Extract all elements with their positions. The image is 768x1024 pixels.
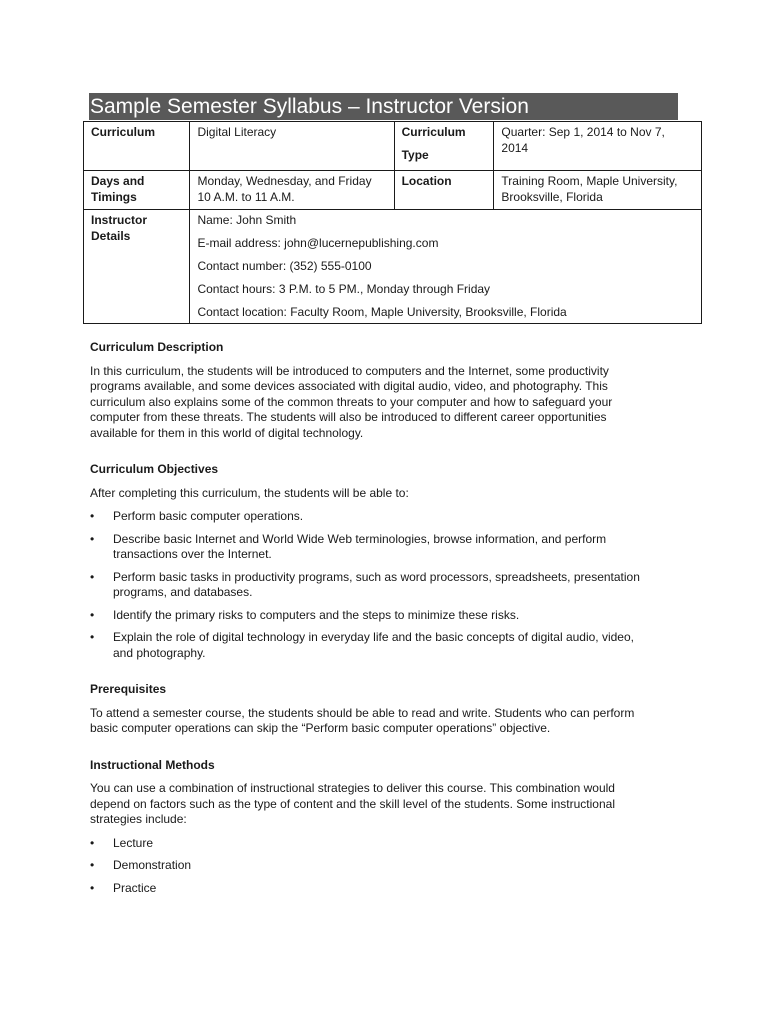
instructor-location: Contact location: Faculty Room, Maple University, Brooksville, Florida (197, 305, 567, 319)
list-item-text: Demonstration (113, 858, 192, 872)
list-item-text: Perform basic tasks in productivity programs, such as word processors, spreadsheets, presentation programs, and databases. (113, 569, 640, 599)
days-value-line2: 10 A.M. to 11 A.M. (197, 190, 295, 204)
list-item (90, 881, 650, 897)
list-item-text: Lecture (113, 835, 154, 850)
objectives-section (90, 462, 650, 661)
table-row (84, 122, 702, 171)
days-value (190, 171, 394, 210)
instructor-hours: Contact hours: 3 P.M. to 5 PM., Monday through Friday (197, 282, 491, 296)
bullet-icon: • (90, 858, 95, 872)
bullet-icon: • (90, 531, 95, 546)
days-value-line1: Monday, Wednesday, and Friday (197, 174, 372, 188)
section-heading: Instructional Methods (90, 757, 215, 772)
quarter-value: Quarter: Sep 1, 2014 to Nov 7, 2014 (494, 122, 702, 171)
list-item (90, 570, 650, 601)
instructor-email: E-mail address: john@lucernepublishing.com (197, 236, 439, 250)
list-item-text: Practice (113, 880, 157, 895)
bullet-icon: • (90, 509, 95, 523)
section-heading: Curriculum Description (90, 340, 224, 354)
bullet-icon: • (90, 630, 95, 644)
syllabus-body (90, 340, 650, 917)
curriculum-value: Digital Literacy (190, 122, 394, 171)
section-heading: Prerequisites (90, 682, 167, 696)
instructor-phone: Contact number: (352) 555-0100 (197, 259, 372, 273)
description-section (90, 340, 650, 441)
prerequisites-text: To attend a semester course, the students should be able to read and write. Students who can perform basic computer operations can skip the “Perform basic computer operations” objective. (90, 705, 635, 735)
objectives-intro: After completing this curriculum, the students will be able to: (90, 485, 409, 500)
section-heading: Curriculum Objectives (90, 462, 219, 476)
curriculum-type-label-line1: Curriculum (401, 125, 466, 139)
methods-list (90, 836, 650, 897)
list-item (90, 608, 650, 624)
methods-intro: You can use a combination of instructional strategies to deliver this course. This combination would depend on factors such as the type of content and the skill level of the students. Some instructional strategies include: (90, 781, 615, 826)
instructor-details (190, 210, 702, 324)
list-item-text: Identify the primary risks to computers and the steps to minimize these risks. (113, 607, 520, 622)
list-item-text: Perform basic computer operations. (113, 509, 304, 523)
days-label: Days and Timings (84, 171, 190, 210)
document-title: Sample Semester Syllabus – Instructor Version (89, 93, 678, 120)
list-item-text: Describe basic Internet and World Wide Web terminologies, browse information, and perform transactions over the Internet. (113, 531, 607, 561)
location-label: Location (394, 171, 494, 210)
instructor-label: Instructor Details (84, 210, 190, 324)
curriculum-label: Curriculum (84, 122, 190, 171)
list-item-text: Explain the role of digital technology in everyday life and the basic concepts of digital audio, video, and photography. (113, 630, 634, 660)
syllabus-info-table (83, 121, 702, 324)
bullet-icon: • (90, 835, 95, 850)
table-row (84, 210, 702, 324)
list-item (90, 532, 650, 563)
table-row (84, 171, 702, 210)
bullet-icon: • (90, 607, 95, 622)
bullet-icon: • (90, 880, 95, 895)
curriculum-type-label-line2: Type (401, 148, 429, 162)
list-item (90, 858, 650, 874)
prerequisites-section (90, 682, 650, 737)
list-item (90, 509, 650, 525)
methods-section (90, 758, 650, 897)
list-item (90, 630, 650, 661)
location-value: Training Room, Maple University, Brooksville, Florida (494, 171, 702, 210)
list-item (90, 836, 650, 852)
description-text: In this curriculum, the students will be introduced to computers and the Internet, some productivity programs available, and some devices associated with digital audio, video, and photography. This curriculum also explains some of the common threats to your computer and how to safeguard your computer from these threats. The students will also be introduced to different career opportunities available for them in this world of digital technology. (90, 363, 613, 440)
curriculum-type-label (394, 122, 494, 171)
objectives-list (90, 509, 650, 661)
bullet-icon: • (90, 569, 95, 584)
instructor-name: Name: John Smith (197, 213, 297, 227)
